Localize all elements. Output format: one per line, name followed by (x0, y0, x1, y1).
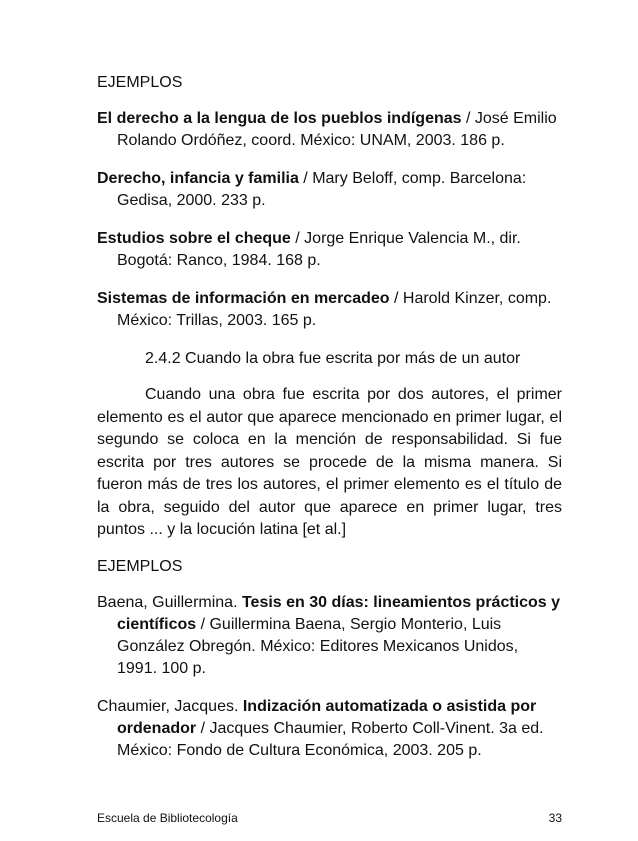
reference-entry (97, 288, 562, 332)
reference-details: / Mary Beloff, comp. Barcelona: Gedisa, 2000. 233 p. (117, 170, 527, 209)
section-heading: 2.4.2 Cuando la obra fue escrita por más de un autor (145, 350, 521, 367)
reference-entry (97, 592, 562, 680)
page-number: 33 (548, 811, 562, 825)
reference-entry (97, 696, 562, 762)
reference-title: Estudios sobre el cheque (97, 230, 291, 247)
reference-entry (97, 168, 562, 212)
reference-title: Sistemas de información en mercadeo (97, 290, 390, 307)
body-paragraph: Cuando una obra fue escrita por dos autores, el primer elemento es el autor que aparece mencionado en primer lugar, el segundo se coloca en la mención de responsabilidad. Si fue escrita por tres autores se procede de la misma manera. Si fueron más de tres los autores, el primer elemento es el título de la obra, seguido del autor que aparece en primer lugar, tres puntos ... y la locución latina [et al.] (97, 386, 562, 538)
page-content (97, 72, 562, 778)
reference-title: Tesis en 30 días: lineamientos prácticos y científicos (117, 593, 561, 633)
footer-school-name: Escuela de Bibliotecología (97, 811, 238, 825)
reference-details: / Harold Kinzer, comp. México: Trillas, 2003. 165 p. (117, 290, 552, 329)
reference-details: / Guillermina Baena, Sergio Monterio, Luis González Obregón. México: Editores Mexicanos Unidos, 1991. 100 p. (117, 615, 519, 677)
reference-author: Baena, Guillermina. (97, 593, 242, 611)
reference-title: Derecho, infancia y familia (97, 170, 299, 187)
reference-details: / José Emilio Rolando Ordóñez, coord. México: UNAM, 2003. 186 p. (117, 110, 557, 149)
page-footer (97, 811, 562, 825)
reference-title: Indización automatizada o asistida por ordenador (117, 697, 537, 737)
reference-author: Chaumier, Jacques. (97, 697, 243, 715)
examples-heading: EJEMPLOS (97, 74, 183, 91)
examples-heading: EJEMPLOS (97, 557, 183, 575)
reference-entry (97, 108, 562, 152)
reference-entry (97, 228, 562, 272)
reference-details: / Jorge Enrique Valencia M., dir. Bogotá: Ranco, 1984. 168 p. (117, 230, 521, 269)
reference-title: El derecho a la lengua de los pueblos indígenas (97, 110, 462, 127)
reference-details: / Jacques Chaumier, Roberto Coll-Vinent. 3a ed. México: Fondo de Cultura Económica, 2003. 205 p. (117, 719, 544, 759)
